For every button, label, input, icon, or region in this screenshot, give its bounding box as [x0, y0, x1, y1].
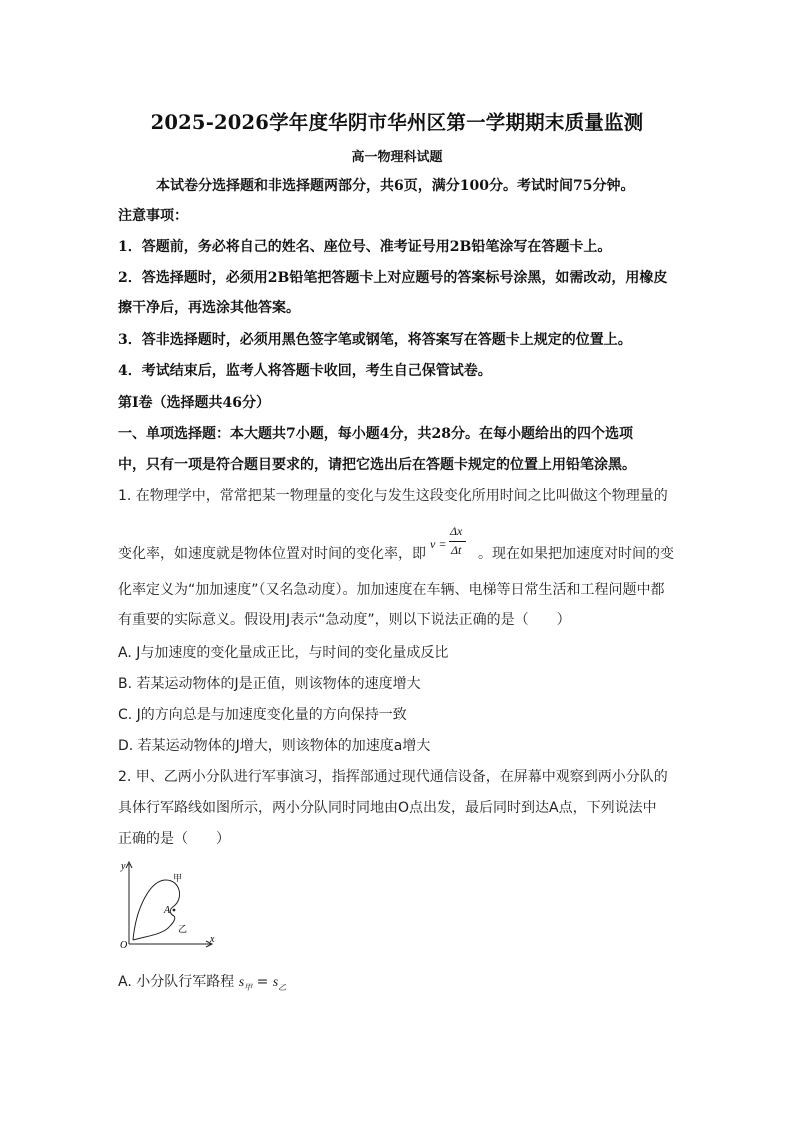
- path-yi: [133, 916, 175, 940]
- point-a-label: A: [164, 905, 171, 916]
- exam-summary: 本试卷分选择题和非选择题两部分，共6页，满分100分。考试时间75分钟。: [156, 178, 635, 194]
- path-jia: [133, 880, 180, 940]
- note-item: 2．答选择题时，必须用2B铅笔把答题卡上对应题号的答案标号涂黑，如需改动，用橡皮: [118, 270, 668, 286]
- x-axis-label: x: [210, 934, 215, 945]
- option-a-prefix: A. 小分队行军路程: [118, 974, 235, 990]
- question-2-text: 正确的是（ ）: [118, 831, 230, 847]
- distance-symbol: [273, 975, 286, 990]
- point-a-marker: [173, 909, 176, 912]
- path-jia-label: 甲: [173, 874, 183, 884]
- question-1-text-part: 。现在如果把加速度对时间的变: [478, 546, 674, 562]
- formula-lhs: v =: [430, 537, 447, 551]
- question-1-option-a: A. J与加速度的变化量成正比，与时间的变化量成反比: [118, 645, 449, 661]
- subscript-yi: 乙: [278, 982, 287, 992]
- question-2-text: 具体行军路线如图所示，两小分队同时同地由O点出发，最后同时到达A点，下列说法中: [118, 800, 657, 816]
- distance-s: s: [272, 975, 279, 990]
- subscript-jia: 甲: [244, 982, 253, 992]
- note-item: 4．考试结束后，监考人将答题卡收回，考生自己保管试卷。: [118, 363, 492, 379]
- note-item: 1．答题前，务必将自己的姓名、座位号、准考证号用2B铅笔涂写在答题卡上。: [118, 239, 612, 255]
- distance-s: s: [238, 975, 245, 990]
- question-2-option-a: [118, 972, 286, 998]
- question-1-option-b: B. 若某运动物体的J是正值，则该物体的速度增大: [118, 676, 421, 692]
- fraction-bar: [449, 541, 466, 542]
- origin-label: O: [120, 940, 128, 950]
- section-instructions: 一、单项选择题：本大题共7小题，每小题4分，共28分。在每小题给出的四个选项: [118, 426, 633, 442]
- path-yi-label: 乙: [178, 925, 188, 935]
- page-title: 2025-2026学年度华阴市华州区第一学期期末质量监测: [150, 111, 644, 134]
- note-item: 擦干净后，再选涂其他答案。: [118, 300, 300, 316]
- formula-denominator: Δt: [451, 543, 462, 557]
- question-1-text: 化率定义为“加加速度”（又名急动度）。加加速度在车辆、电梯等日常生活和工程问题中都: [118, 582, 665, 598]
- question-1-text-part: 变化率，如速度就是物体位置对时间的变化率，即: [118, 546, 426, 562]
- page-subtitle: 高一物理科试题: [351, 150, 443, 165]
- notes-heading: 注意事项：: [118, 208, 188, 224]
- section-instructions: 中，只有一项是符合题目要求的，请把它选出后在答题卡规定的位置上用铅笔涂黑。: [118, 457, 636, 473]
- note-item: 3．答非选择题时，必须用黑色签字笔或钢笔，将答案写在答题卡上规定的位置上。: [118, 332, 632, 348]
- question-1-text: 有重要的实际意义。假设用J表示“急动度”，则以下说法正确的是（ ）: [118, 612, 571, 628]
- y-axis-label: y: [121, 861, 126, 872]
- question-1-text: [118, 544, 674, 564]
- part-heading: 第Ⅰ卷（选择题共46分）: [118, 395, 271, 411]
- velocity-formula: [430, 524, 470, 564]
- question-1-option-c: C. J的方向总是与加速度变化量的方向保持一致: [118, 707, 407, 723]
- question-2-text: 2. 甲、乙两小分队进行军事演习，指挥部通过现代通信设备，在屏幕中观察到两小分队的: [118, 769, 668, 785]
- formula-numerator: Δx: [450, 524, 463, 538]
- question-1-text: 1. 在物理学中，常常把某一物理量的变化与发生这段变化所用时间之比叫做这个物理量的: [118, 488, 668, 504]
- route-diagram: [118, 858, 218, 950]
- equals-sign: =: [252, 974, 273, 990]
- question-1-option-d: D. 若某运动物体的J增大，则该物体的加速度a增大: [118, 738, 431, 754]
- distance-symbol: [239, 975, 252, 990]
